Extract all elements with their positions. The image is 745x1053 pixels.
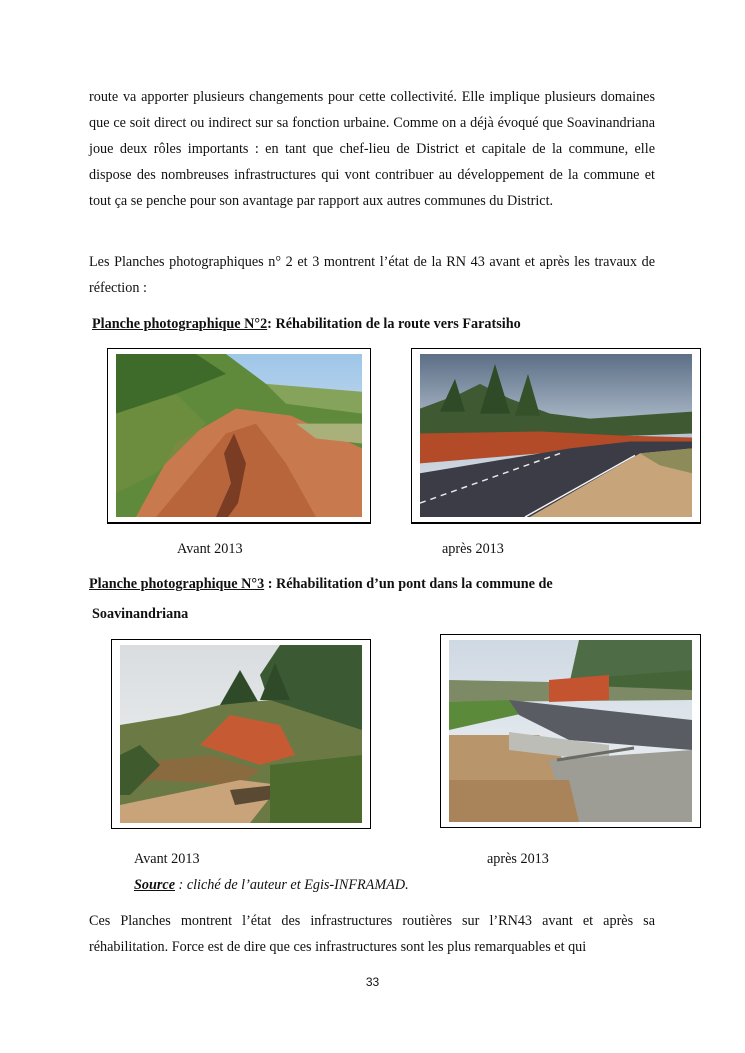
- plate-2-caption-before: Avant 2013: [177, 541, 243, 557]
- photo-road-before: [107, 348, 371, 524]
- plate-2-title: : Réhabilitation de la route vers Faratsiho: [267, 316, 521, 332]
- plate-3-label: Planche photographique N°3: [89, 576, 265, 592]
- plate-2-heading: [92, 316, 521, 333]
- body-paragraph-3: Ces Planches montrent l’état des infrastructures routières sur l’RN43 avant et après sa réhabilitation. Force est de dire que ces infrastructures sont les plus remarquables et qui: [89, 913, 655, 955]
- source-label: Source: [134, 877, 175, 893]
- plate-3-caption-after: après 2013: [487, 851, 549, 867]
- source-text: : cliché de l’auteur et Egis-INFRAMAD.: [175, 877, 409, 893]
- photo-bridge-before: [111, 639, 371, 829]
- body-paragraph-1: route va apporter plusieurs changements pour cette collectivité. Elle implique plusieurs domaines que ce soit direct ou indirect sur sa fonction urbaine. Comme on a déjà évoqué que Soavinandriana joue deux rôles importants : en tant que chef-lieu de District et capitale de la commune, elle dispose des nombreuses infrastructures qui vont contribuer au développement de la commune et tout ça se penche pour son avantage par rapport aux autres communes du District.: [89, 89, 655, 209]
- body-paragraph-2: Les Planches photographiques n° 2 et 3 montrent l’état de la RN 43 avant et après les travaux de réfection :: [89, 254, 655, 296]
- plate-2-caption-after: après 2013: [442, 541, 504, 557]
- plate-3-title: : Réhabilitation d’un pont dans la commune de: [264, 576, 553, 592]
- photo-bridge-after: [440, 634, 701, 828]
- plate-2-label: Planche photographique N°2: [92, 316, 268, 332]
- photo-road-after: [411, 348, 701, 524]
- page-number: 33: [365, 975, 380, 989]
- plate-3-heading: [89, 576, 553, 593]
- source-note: [134, 877, 409, 894]
- plate-3-caption-before: Avant 2013: [134, 851, 200, 867]
- plate-3-heading-line-2: Soavinandriana: [92, 606, 189, 622]
